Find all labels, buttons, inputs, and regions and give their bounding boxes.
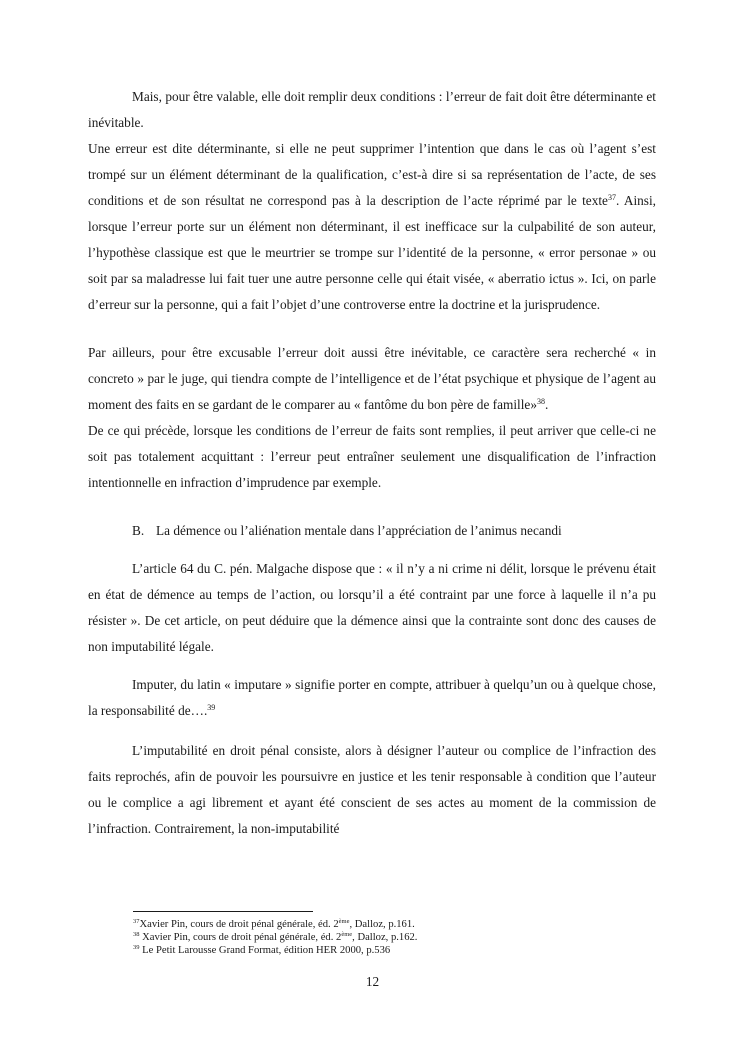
paragraph-text: . Ainsi, lorsque l’erreur porte sur un élément non déterminant, il est inefficace sur la culpabilité de son auteur, l’hypothèse classique est que le meurtrier se trompe sur l’identité de la personne, « error personae » ou soit par sa maladresse lui fait tuer une autre personne celle qui était visée, « aberratio ictus ». Ici, on parle d’erreur sur la personne, qui a fait l’objet d’une controverse entre la doctrine et la jurisprudence. bbox=[88, 193, 656, 312]
footnote bbox=[133, 931, 653, 944]
section-heading bbox=[88, 518, 656, 544]
superscript: ème bbox=[338, 918, 350, 925]
footnote-number: 39 bbox=[133, 944, 140, 951]
section-title: La démence ou l’aliénation mentale dans l’appréciation de l’animus necandi bbox=[156, 523, 562, 538]
footnote-text: Xavier Pin, cours de droit pénal générale, éd. 2 bbox=[139, 932, 342, 943]
footnote-reference: 37 bbox=[607, 193, 616, 202]
footnote-text: , Dalloz, p.162. bbox=[352, 932, 418, 943]
page-number: 12 bbox=[365, 974, 380, 989]
footnote bbox=[133, 944, 653, 957]
footnote-number: 37 bbox=[133, 918, 140, 925]
paragraph bbox=[88, 136, 656, 318]
paragraph: De ce qui précède, lorsque les conditions de l’erreur de faits sont remplies, il peut arriver que celle-ci ne soit pas totalement acquittant : l’erreur peut entraîner seulement une disqualification de l’infraction intentionnelle en infraction d’imprudence par exemple. bbox=[88, 423, 656, 490]
footnote-text: , Dalloz, p.161. bbox=[349, 919, 415, 930]
footnote-separator bbox=[133, 911, 313, 912]
paragraph-text: Imputer, du latin « imputare » signifie porter en compte, attribuer à quelqu’un ou à quelque chose, la responsabilité de…. bbox=[88, 677, 656, 718]
paragraph: L’article 64 du C. pén. Malgache dispose que : « il n’y a ni crime ni délit, lorsque le prévenu était en état de démence au temps de l’action, ou lorsqu’il a été contraint par une force à laquelle il n’a pu résister ». De cet article, on peut déduire que la démence ainsi que la contrainte sont donc des causes de non imputabilité légale. bbox=[88, 561, 656, 654]
footnote-text: Xavier Pin, cours de droit pénal générale, éd. 2 bbox=[139, 919, 339, 930]
page-body bbox=[88, 84, 656, 842]
footnote-number: 38 bbox=[133, 931, 140, 938]
superscript: ème bbox=[341, 931, 353, 938]
paragraph-text: Par ailleurs, pour être excusable l’erreur doit aussi être inévitable, ce caractère sera recherché « in concreto » par le juge, qui tiendra compte de l’intelligence et de l’état psychique et physique de l’agent au moment des faits en se gardant de le comparer au « fantôme du bon père de famille» bbox=[88, 345, 656, 412]
section-letter: B. bbox=[132, 523, 145, 538]
paragraph bbox=[88, 672, 656, 724]
paragraph: Mais, pour être valable, elle doit remplir deux conditions : l’erreur de fait doit être déterminante et inévitable. bbox=[88, 89, 656, 130]
paragraph: L’imputabilité en droit pénal consiste, alors à désigner l’auteur ou complice de l’infraction des faits reprochés, afin de pouvoir les poursuivre en justice et les tenir responsable à condition que l’auteur ou le complice a agi librement et ayant été conscient de ses actes au moment de la commission de l’infraction. Contrairement, la non-imputabilité bbox=[88, 743, 656, 836]
footnote-text: Le Petit Larousse Grand Format, édition HER 2000, p.536 bbox=[139, 945, 391, 956]
footnote bbox=[133, 918, 653, 931]
footnote-reference: 39 bbox=[207, 703, 216, 712]
paragraph bbox=[88, 340, 656, 418]
paragraph-text: . bbox=[544, 397, 549, 412]
footnote-reference: 38 bbox=[536, 397, 545, 406]
paragraph-text: Une erreur est dite déterminante, si elle ne peut supprimer l’intention que dans le cas où l’agent s’est trompé sur un élément déterminant de la qualification, c’est-à dire si sa représentation de l’acte, de ses conditions et de son résultat ne correspond pas à la description de l’acte réprimé par le texte bbox=[88, 141, 656, 208]
footnotes bbox=[133, 918, 653, 957]
